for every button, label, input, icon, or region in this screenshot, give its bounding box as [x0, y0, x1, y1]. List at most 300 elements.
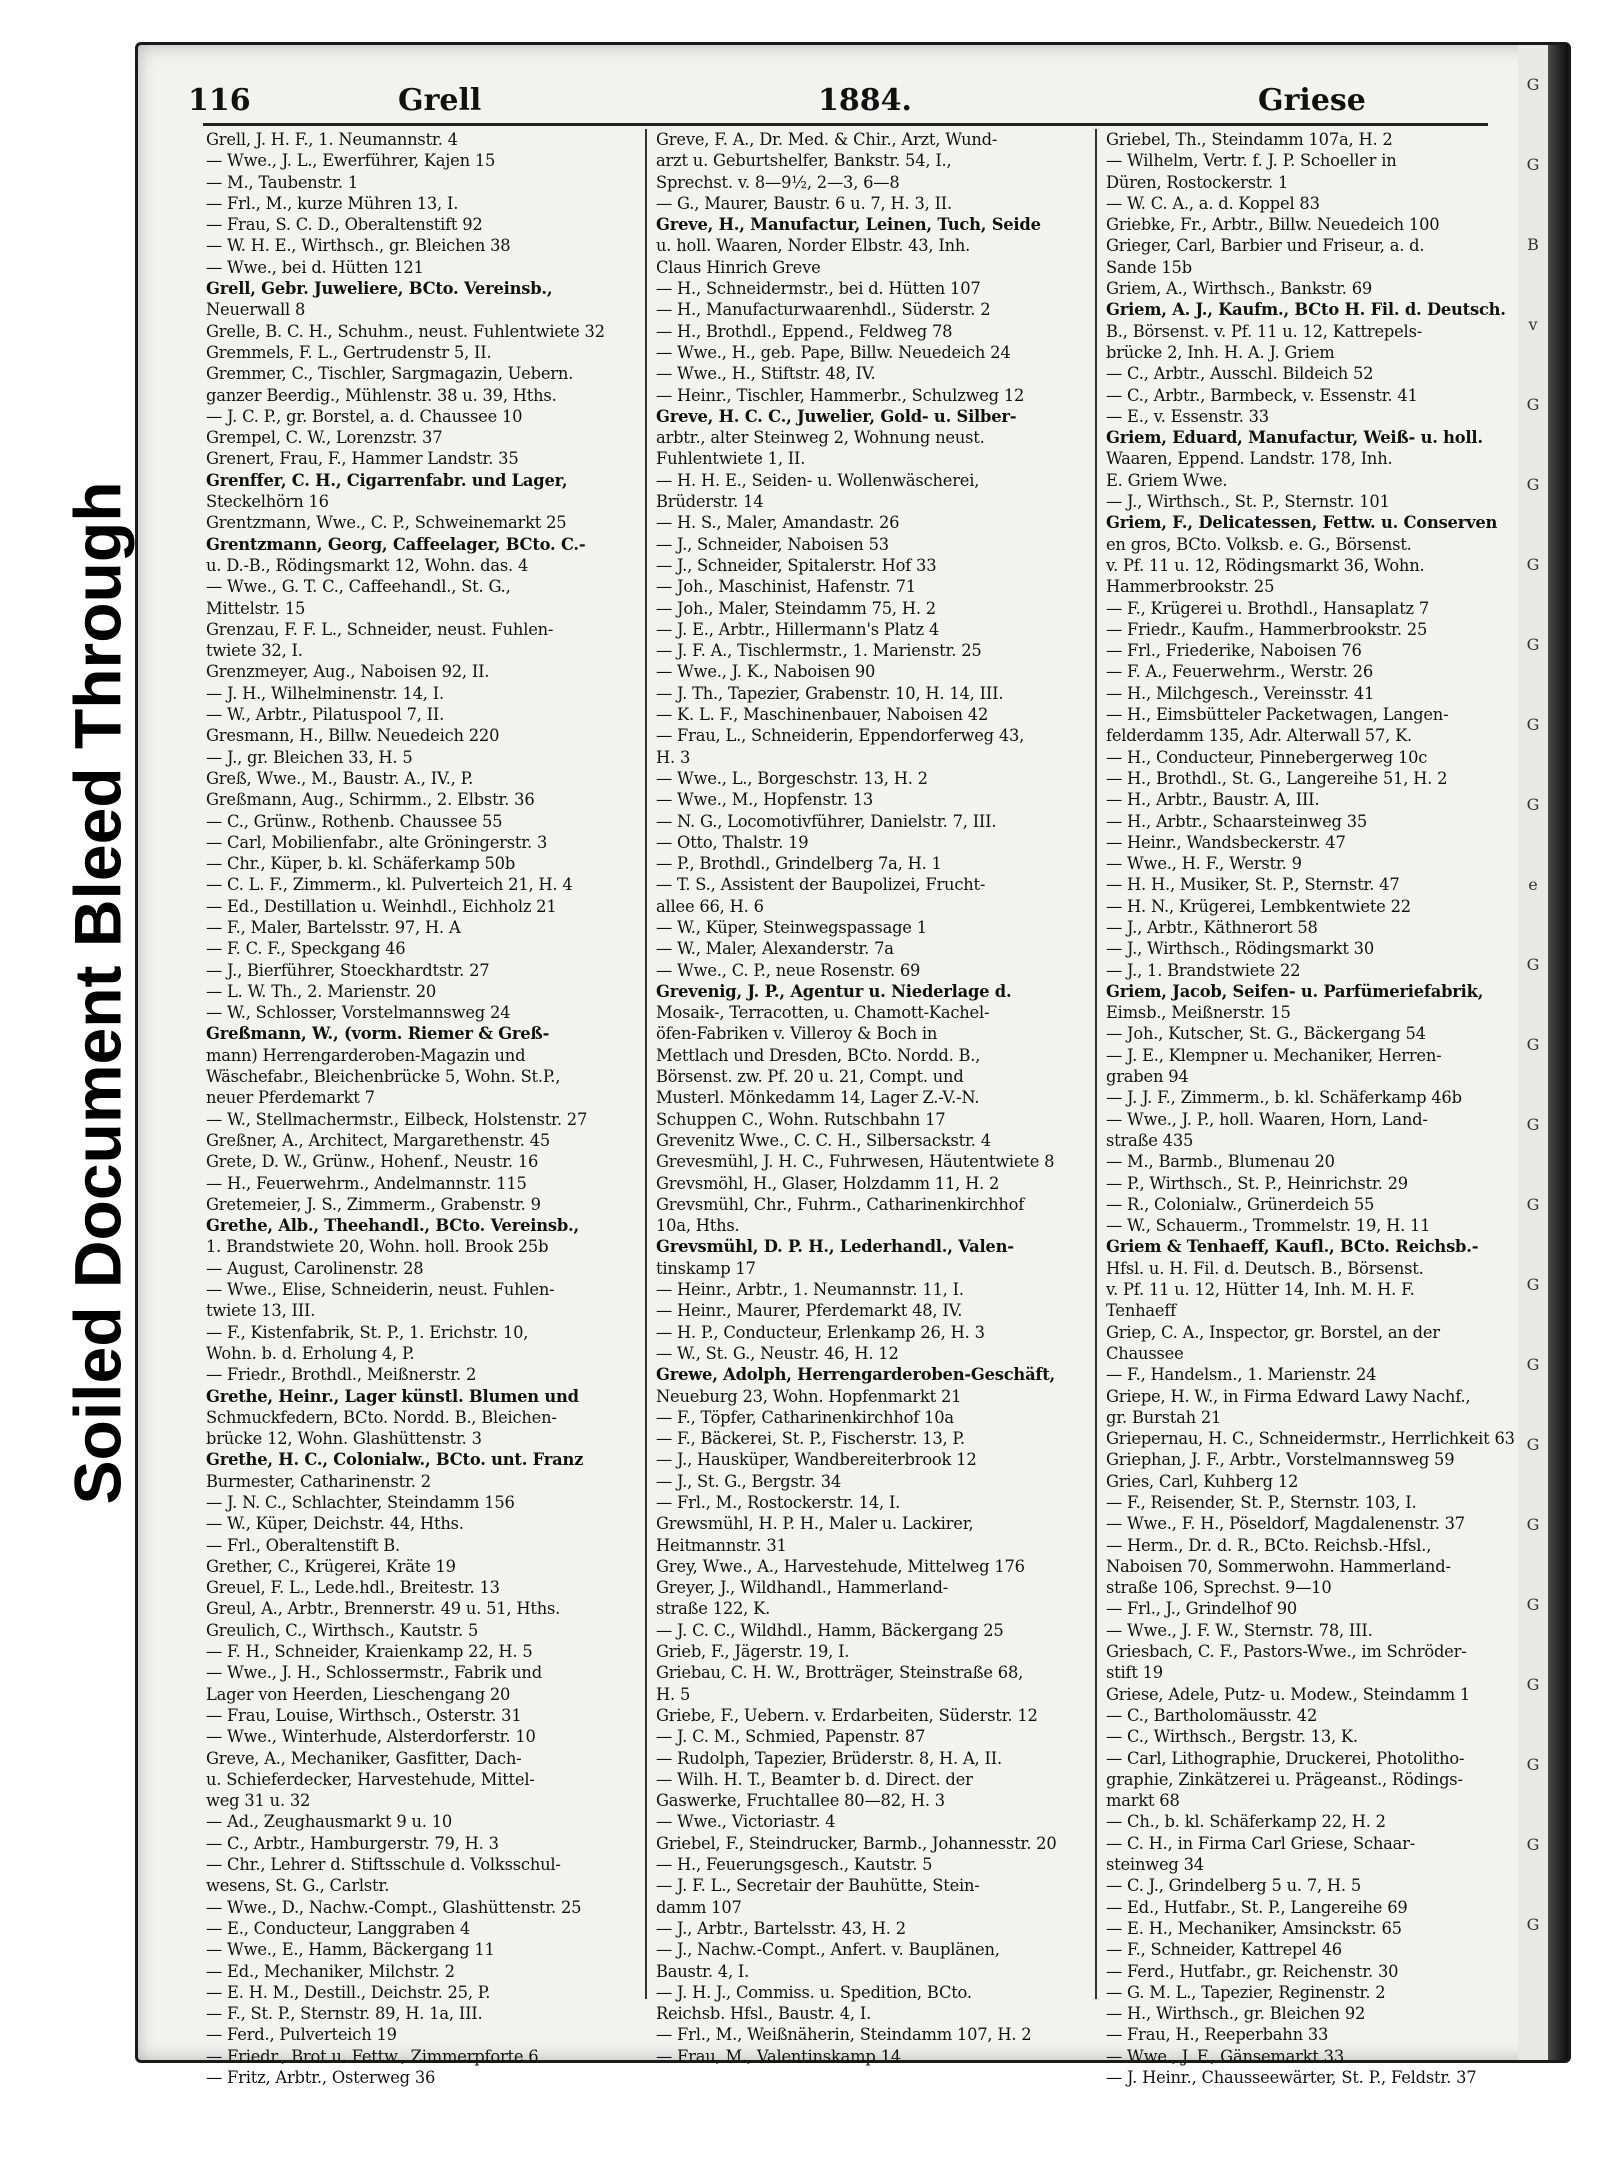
- directory-entry: Tenhaeff: [1106, 1301, 1176, 1321]
- directory-entry: — Wilh. H. T., Beamter b. d. Direct. der: [656, 1769, 973, 1789]
- directory-entry: — Wwe., C. P., neue Rosenstr. 69: [656, 960, 921, 980]
- directory-entry: Griebe, F., Uebern. v. Erdarbeiten, Süderstr. 12: [656, 1705, 1038, 1725]
- directory-entry: Greve, A., Mechaniker, Gasfitter, Dach-: [206, 1748, 522, 1768]
- directory-entry: v. Pf. 11 u. 12, Hütter 14, Inh. M. H. F.: [1106, 1280, 1415, 1300]
- directory-entry: Gremmels, F. L., Gertrudenstr 5, II.: [206, 342, 492, 362]
- directory-entry: Grewsmühl, H. P. H., Maler u. Lackirer,: [656, 1514, 974, 1534]
- directory-entry: Düren, Rostockerstr. 1: [1106, 172, 1289, 192]
- directory-entry: Griem, Jacob, Seifen- u. Parfümeriefabrik,: [1106, 981, 1484, 1001]
- directory-entry: graben 94: [1106, 1067, 1189, 1087]
- directory-entry: — W., Küper, Steinwegspassage 1: [656, 917, 927, 937]
- directory-entry: Hammerbrookstr. 25: [1106, 577, 1275, 597]
- directory-entry: — J. Heinr., Chausseewärter, St. P., Feldstr. 37: [1106, 2068, 1477, 2088]
- directory-entry: neuer Pferdemarkt 7: [206, 1088, 375, 1108]
- directory-entry: Griem, A., Wirthsch., Bankstr. 69: [1106, 279, 1373, 299]
- directory-entry: Greßner, A., Architect, Margarethenstr. 45: [206, 1130, 551, 1150]
- directory-entry: — H. H., Musiker, St. P., Sternstr. 47: [1106, 875, 1400, 895]
- page-header: [158, 83, 1508, 123]
- directory-entry: Grevenitz Wwe., C. C. H., Silbersackstr. 4: [656, 1130, 991, 1150]
- directory-entry: Mittelstr. 15: [206, 598, 306, 618]
- edge-letter: G: [1526, 1915, 1540, 1934]
- edge-letter: G: [1526, 1755, 1540, 1774]
- directory-entry: Grevsmühl, Chr., Fuhrm., Catharinenkirchhof: [656, 1194, 1025, 1214]
- directory-entry: Chaussee: [1106, 1343, 1184, 1363]
- directory-entry: Griephan, J. F., Arbtr., Vorstelmannsweg 59: [1106, 1450, 1455, 1470]
- directory-entry: — H., Schneidermstr., bei d. Hütten 107: [656, 279, 981, 299]
- directory-entry: — H., Wirthsch., gr. Bleichen 92: [1106, 2004, 1366, 2024]
- directory-entry: Grethe, Heinr., Lager künstl. Blumen und: [206, 1386, 579, 1406]
- directory-entry: — J., Schneider, Spitalerstr. Hof 33: [656, 555, 937, 575]
- directory-entry: Baustr. 4, I.: [656, 1961, 750, 1981]
- directory-entry: — Wwe., H. F., Werstr. 9: [1106, 854, 1302, 874]
- directory-entry: — Frl., Oberaltenstift B.: [206, 1535, 401, 1555]
- directory-entry: — Wwe., F. H., Pöseldorf, Magdalenenstr. 37: [1106, 1514, 1465, 1534]
- directory-entry: — Wwe., bei d. Hütten 121: [206, 257, 424, 277]
- directory-entry: — J. H., Wilhelminenstr. 14, I.: [206, 683, 444, 703]
- directory-entry: Fuhlentwiete 1, II.: [656, 449, 806, 469]
- directory-entry: — C. L. F., Zimmerm., kl. Pulverteich 21, H. 4: [206, 875, 573, 895]
- directory-entry: Gries, Carl, Kuhberg 12: [1106, 1471, 1299, 1491]
- directory-entry: Griesbach, C. F., Pastors-Wwe., im Schröder-: [1106, 1642, 1467, 1662]
- directory-entry: öfen-Fabriken v. Villeroy & Boch in: [656, 1024, 938, 1044]
- directory-entry: Grevsmühl, D. P. H., Lederhandl., Valen-: [656, 1237, 1014, 1257]
- directory-entry: — C. J., Grindelberg 5 u. 7, H. 5: [1106, 1876, 1362, 1896]
- directory-entry: H. 5: [656, 1684, 691, 1704]
- column-divider: [645, 129, 647, 1999]
- edge-letter: G: [1526, 1195, 1540, 1214]
- directory-entry: allee 66, H. 6: [656, 896, 764, 916]
- directory-entry: — W., Küper, Deichstr. 44, Hths.: [206, 1514, 464, 1534]
- directory-entry: — C., Grünw., Rothenb. Chaussee 55: [206, 811, 503, 831]
- directory-entry: — J. C. M., Schmied, Papenstr. 87: [656, 1727, 926, 1747]
- directory-entry: Grether, C., Krügerei, Kräte 19: [206, 1556, 456, 1576]
- directory-entry: — F., Bäckerei, St. P., Fischerstr. 13, P.: [656, 1429, 965, 1449]
- directory-entry: Greßmann, W., (vorm. Riemer & Greß-: [206, 1024, 550, 1044]
- directory-entry: — Heinr., Wandsbeckerstr. 47: [1106, 832, 1346, 852]
- directory-entry: — E., Conducteur, Langgraben 4: [206, 1918, 471, 1938]
- edge-letter: G: [1526, 955, 1540, 974]
- edge-letter: G: [1526, 1115, 1540, 1134]
- directory-entry: — C., Bartholomäusstr. 42: [1106, 1705, 1318, 1725]
- directory-entry: Gaswerke, Fruchtallee 80—82, H. 3: [656, 1791, 945, 1811]
- directory-entry: Griepe, H. W., in Firma Edward Lawy Nachf.,: [1106, 1386, 1471, 1406]
- directory-entry: Greuel, F. L., Lede.hdl., Breitestr. 13: [206, 1578, 500, 1598]
- directory-entry: — Carl, Mobilienfabr., alte Gröningerstr. 3: [206, 832, 548, 852]
- directory-entry: — J. F. L., Secretair der Bauhütte, Stein-: [656, 1876, 980, 1896]
- directory-entry: 1. Brandstwiete 20, Wohn. holl. Brook 25b: [206, 1237, 549, 1257]
- directory-entry: — August, Carolinenstr. 28: [206, 1258, 424, 1278]
- directory-entry: Griem & Tenhaeff, Kaufl., BCto. Reichsb.-: [1106, 1237, 1479, 1257]
- edge-letter: G: [1526, 1835, 1540, 1854]
- directory-entry: — C., Arbtr., Barmbeck, v. Essenstr. 41: [1106, 385, 1418, 405]
- directory-entry: — J. C. P., gr. Borstel, a. d. Chaussee 10: [206, 406, 523, 426]
- directory-entry: Grethe, Alb., Theehandl., BCto. Vereinsb.,: [206, 1216, 579, 1236]
- directory-entry: Grevsmöhl, H., Glaser, Holzdamm 11, H. 2: [656, 1173, 1000, 1193]
- directory-entry: E. Griem Wwe.: [1106, 470, 1228, 490]
- page-year: 1884.: [818, 83, 912, 118]
- directory-entry: Greulich, C., Wirthsch., Kautstr. 5: [206, 1620, 479, 1640]
- directory-entry: — J., St. G., Bergstr. 34: [656, 1471, 842, 1491]
- directory-entry: Grentzmann, Wwe., C. P., Schweinemarkt 25: [206, 513, 567, 533]
- directory-entry: — H., Brothdl., Eppend., Feldweg 78: [656, 321, 953, 341]
- directory-entry: — Chr., Lehrer d. Stiftsschule d. Volksschul-: [206, 1855, 561, 1875]
- directory-entry: Gretemeier, J. S., Zimmerm., Grabenstr. 9: [206, 1194, 541, 1214]
- directory-entry: Wohn. b. d. Erholung 4, P.: [206, 1343, 415, 1363]
- directory-entry: B., Börsenst. v. Pf. 11 u. 12, Kattrepels-: [1106, 321, 1423, 341]
- directory-entry: felderdamm 135, Adr. Alterwall 57, K.: [1106, 726, 1413, 746]
- directory-entry: Neueburg 23, Wohn. Hopfenmarkt 21: [656, 1386, 962, 1406]
- directory-entry: Sprechst. v. 8—9½, 2—3, 6—8: [656, 172, 900, 192]
- directory-entry: — C., Arbtr., Ausschl. Bildeich 52: [1106, 364, 1374, 384]
- directory-entry: Grieb, F., Jägerstr. 19, I.: [656, 1642, 850, 1662]
- directory-entry: Grete, D. W., Grünw., Hohenf., Neustr. 16: [206, 1152, 539, 1172]
- directory-entry: — H., Brothdl., St. G., Langereihe 51, H. 2: [1106, 768, 1448, 788]
- directory-entry: — J. H. J., Commiss. u. Spedition, BCto.: [656, 1982, 972, 2002]
- directory-entry: — J., Arbtr., Bartelsstr. 43, H. 2: [656, 1918, 906, 1938]
- edge-letter: G: [1526, 475, 1540, 494]
- directory-entry: — F., St. P., Sternstr. 89, H. 1a, III.: [206, 2004, 483, 2024]
- directory-entry: — F., Schneider, Kattrepel 46: [1106, 1940, 1342, 1960]
- directory-entry: — P., Brothdl., Grindelberg 7a, H. 1: [656, 854, 942, 874]
- directory-entry: Grenzau, F. F. L., Schneider, neust. Fuhlen-: [206, 619, 554, 639]
- directory-entry: — J., Bierführer, Stoeckhardtstr. 27: [206, 960, 490, 980]
- directory-entry: Grethe, H. C., Colonialw., BCto. unt. Franz: [206, 1450, 584, 1470]
- directory-entry: — E., v. Essenstr. 33: [1106, 406, 1269, 426]
- directory-entry: Griebke, Fr., Arbtr., Billw. Neuedeich 100: [1106, 215, 1440, 235]
- directory-entry: Greyer, J., Wildhandl., Hammerland-: [656, 1578, 949, 1598]
- directory-entry: — F. C. F., Speckgang 46: [206, 939, 406, 959]
- directory-entry: — W., Maler, Alexanderstr. 7a: [656, 939, 894, 959]
- directory-entry: Greßmann, Aug., Schirmm., 2. Elbstr. 36: [206, 790, 535, 810]
- directory-entry: Hfsl. u. H. Fil. d. Deutsch. B., Börsenst.: [1106, 1258, 1424, 1278]
- directory-entry: — C., Wirthsch., Bergstr. 13, K.: [1106, 1727, 1358, 1747]
- directory-entry: — R., Colonialw., Grünerdeich 55: [1106, 1194, 1375, 1214]
- directory-entry: gr. Burstah 21: [1106, 1407, 1222, 1427]
- directory-column-1: [206, 129, 638, 2088]
- directory-entry: — Wwe., J. F. W., Sternstr. 78, III.: [1106, 1620, 1373, 1640]
- edge-letter: G: [1526, 1515, 1540, 1534]
- directory-entry: — Joh., Kutscher, St. G., Bäckergang 54: [1106, 1024, 1426, 1044]
- directory-entry: Grentzmann, Georg, Caffeelager, BCto. C.-: [206, 534, 586, 554]
- directory-entry: — Wwe., M., Hopfenstr. 13: [656, 790, 874, 810]
- directory-entry: Griem, F., Delicatessen, Fettw. u. Conserven: [1106, 513, 1498, 533]
- directory-entry: u. Schieferdecker, Harvestehude, Mittel-: [206, 1769, 535, 1789]
- directory-entry: — Heinr., Maurer, Pferdemarkt 48, IV.: [656, 1301, 963, 1321]
- right-running-head: Griese: [1258, 83, 1366, 118]
- directory-entry: — H., Arbtr., Baustr. A, III.: [1106, 790, 1320, 810]
- directory-entry: — Frau, S. C. D., Oberaltenstift 92: [206, 215, 483, 235]
- directory-entry: — H., Eimsbütteler Packetwagen, Langen-: [1106, 705, 1449, 725]
- directory-entry: — Friedr., Kaufm., Hammerbrookstr. 25: [1106, 619, 1428, 639]
- directory-entry: — W., Schlosser, Vorstelmannsweg 24: [206, 1003, 511, 1023]
- directory-entry: — H., Arbtr., Schaarsteinweg 35: [1106, 811, 1368, 831]
- edge-letter: B: [1527, 235, 1539, 254]
- directory-entry: — Wilhelm, Vertr. f. J. P. Schoeller in: [1106, 151, 1397, 171]
- directory-entry: — Ed., Mechaniker, Milchstr. 2: [206, 1961, 455, 1981]
- directory-entry: — H., Feuerungsgesch., Kautstr. 5: [656, 1855, 933, 1875]
- edge-letter: G: [1526, 1355, 1540, 1374]
- directory-entry: — E. H., Mechaniker, Amsinckstr. 65: [1106, 1918, 1402, 1938]
- directory-entry: — J. N. C., Schlachter, Steindamm 156: [206, 1493, 515, 1512]
- directory-entry: straße 106, Sprechst. 9—10: [1106, 1578, 1332, 1598]
- directory-entry: — Joh., Maler, Steindamm 75, H. 2: [656, 598, 936, 618]
- edge-letter: G: [1526, 1435, 1540, 1454]
- edge-letter: G: [1526, 395, 1540, 414]
- directory-entry: Naboisen 70, Sommerwohn. Hammerland-: [1106, 1556, 1451, 1576]
- directory-entry: — Wwe., Elise, Schneiderin, neust. Fuhlen-: [206, 1280, 555, 1300]
- directory-entry: stift 19: [1106, 1663, 1163, 1683]
- directory-entry: — F., Handelsm., 1. Marienstr. 24: [1106, 1365, 1377, 1385]
- directory-entry: Greß, Wwe., M., Baustr. A., IV., P.: [206, 768, 474, 788]
- directory-entry: — H. H. E., Seiden- u. Wollenwäscherei,: [656, 470, 980, 490]
- header-rule: [203, 123, 1488, 126]
- directory-entry: — C. H., in Firma Carl Griese, Schaar-: [1106, 1833, 1416, 1853]
- directory-entry: — Wwe., Victoriastr. 4: [656, 1812, 836, 1832]
- directory-entry: — Frl., M., Weißnäherin, Steindamm 107, H. 2: [656, 2025, 1032, 2045]
- directory-entry: u. D.-B., Rödingsmarkt 12, Wohn. das. 4: [206, 555, 529, 575]
- edge-letter: G: [1526, 795, 1540, 814]
- directory-entry: — Frl., J., Grindelhof 90: [1106, 1599, 1298, 1619]
- directory-entry: — G., Maurer, Baustr. 6 u. 7, H. 3, II.: [656, 193, 953, 213]
- directory-entry: — Frau, Louise, Wirthsch., Osterstr. 31: [206, 1705, 522, 1725]
- directory-entry: — W., Arbtr., Pilatuspool 7, II.: [206, 705, 445, 725]
- edge-letter: G: [1526, 715, 1540, 734]
- directory-entry: Lager von Heerden, Lieschengang 20: [206, 1684, 511, 1704]
- directory-entry: — Frau, M., Valentinskamp 14: [656, 2046, 901, 2066]
- directory-entry: Greve, H., Manufactur, Leinen, Tuch, Seide: [656, 215, 1041, 235]
- directory-entry: — J. F. A., Tischlermstr., 1. Marienstr. 25: [656, 641, 982, 661]
- directory-entry: mann) Herrengarderoben-Magazin und: [206, 1045, 526, 1065]
- directory-entry: — Wwe., L., Borgeschstr. 13, H. 2: [656, 768, 928, 788]
- directory-entry: Griem, Eduard, Manufactur, Weiß- u. holl.: [1106, 428, 1483, 448]
- directory-entry: Grewe, Adolph, Herrengarderoben-Geschäft,: [656, 1365, 1056, 1385]
- directory-entry: brücke 2, Inh. H. A. J. Griem: [1106, 342, 1335, 362]
- directory-entry: — T. S., Assistent der Baupolizei, Frucht-: [656, 875, 986, 895]
- directory-entry: — H. N., Krügerei, Lembkentwiete 22: [1106, 896, 1411, 916]
- edge-letter: G: [1526, 75, 1540, 94]
- directory-entry: — P., Wirthsch., St. P., Heinrichstr. 29: [1106, 1173, 1408, 1193]
- directory-entry: markt 68: [1106, 1791, 1180, 1811]
- directory-entry: — W. H. E., Wirthsch., gr. Bleichen 38: [206, 236, 511, 256]
- directory-entry: Griepernau, H. C., Schneidermstr., Herrlichkeit 63: [1106, 1429, 1515, 1449]
- directory-entry: — Friedr., Brot u. Fettw., Zimmerpforte 6: [206, 2046, 539, 2066]
- directory-entry: — Frau, L., Schneiderin, Eppendorferweg 43,: [656, 726, 1025, 746]
- directory-entry: — F., Töpfer, Catharinenkirchhof 10a: [656, 1407, 954, 1427]
- directory-entry: — J., Wirthsch., St. P., Sternstr. 101: [1106, 492, 1390, 512]
- directory-entry: Griem, A. J., Kaufm., BCto H. Fil. d. Deutsch.: [1106, 300, 1506, 320]
- directory-entry: — L. W. Th., 2. Marienstr. 20: [206, 981, 437, 1001]
- directory-entry: — J. C. C., Wildhdl., Hamm, Bäckergang 25: [656, 1620, 1004, 1640]
- directory-entry: Grenffer, C. H., Cigarrenfabr. und Lager,: [206, 470, 568, 490]
- edge-letter: G: [1526, 1675, 1540, 1694]
- directory-entry: — G. M. L., Tapezier, Reginenstr. 2: [1106, 1982, 1386, 2002]
- directory-entry: — F., Maler, Bartelsstr. 97, H. A: [206, 917, 461, 937]
- directory-entry: Greve, H. C. C., Juwelier, Gold- u. Silber-: [656, 406, 1017, 426]
- condition-stamp-text: Soiled Document Bleed Through: [60, 480, 135, 1505]
- directory-entry: — J. Th., Tapezier, Grabenstr. 10, H. 14, III.: [656, 683, 1004, 703]
- directory-entry: — J. J. F., Zimmerm., b. kl. Schäferkamp 46b: [1106, 1088, 1462, 1108]
- edge-letter: v: [1528, 315, 1538, 334]
- directory-entry: — Ferd., Hutfabr., gr. Reichenstr. 30: [1106, 1961, 1399, 1981]
- directory-entry: H. 3: [656, 747, 691, 767]
- directory-entry: Griep, C. A., Inspector, gr. Borstel, an der: [1106, 1322, 1440, 1342]
- directory-entry: Gresmann, H., Billw. Neuedeich 220: [206, 726, 500, 746]
- directory-entry: u. holl. Waaren, Norder Elbstr. 43, Inh.: [656, 236, 971, 256]
- directory-entry: — Frl., M., Rostockerstr. 14, I.: [656, 1493, 901, 1512]
- directory-entry: Grevesmühl, J. H. C., Fuhrwesen, Häutentwiete 8: [656, 1152, 1055, 1172]
- directory-entry: — Ed., Destillation u. Weinhdl., Eichholz 21: [206, 896, 557, 916]
- directory-entry: Grey, Wwe., A., Harvestehude, Mittelweg 176: [656, 1556, 1025, 1576]
- directory-entry: — M., Taubenstr. 1: [206, 172, 358, 192]
- edge-letter: G: [1526, 1595, 1540, 1614]
- directory-entry: 10a, Hths.: [656, 1216, 740, 1236]
- directory-entry: — Frl., M., kurze Mühren 13, I.: [206, 193, 459, 213]
- directory-entry: — J. E., Arbtr., Hillermann's Platz 4: [656, 619, 939, 639]
- directory-entry: Griebau, C. H. W., Brotträger, Steinstraße 68,: [656, 1663, 1024, 1683]
- directory-entry: Greul, A., Arbtr., Brennerstr. 49 u. 51, Hths.: [206, 1599, 561, 1619]
- directory-entry: arzt u. Geburtshelfer, Bankstr. 54, I.,: [656, 151, 952, 171]
- directory-entry: Brüderstr. 14: [656, 492, 764, 512]
- directory-entry: — Wwe., J. P., holl. Waaren, Horn, Land-: [1106, 1109, 1428, 1129]
- directory-entry: — K. L. F., Maschinenbauer, Naboisen 42: [656, 705, 989, 725]
- directory-entry: — Ed., Hutfabr., St. P., Langereihe 69: [1106, 1897, 1408, 1917]
- directory-entry: Grelle, B. C. H., Schuhm., neust. Fuhlentwiete 32: [206, 321, 605, 341]
- directory-entry: — Ferd., Pulverteich 19: [206, 2025, 397, 2045]
- directory-entry: Grell, J. H. F., 1. Neumannstr. 4: [206, 130, 458, 149]
- directory-entry: wesens, St. G., Carlstr.: [206, 1876, 390, 1896]
- directory-entry: — H., Conducteur, Pinnebergerweg 10c: [1106, 747, 1428, 767]
- directory-entry: graphie, Zinkätzerei u. Prägeanst., Rödings-: [1106, 1769, 1463, 1789]
- directory-entry: — Wwe., H., Stiftstr. 48, IV.: [656, 364, 876, 384]
- directory-page: [135, 42, 1571, 2088]
- directory-entry: — M., Barmb., Blumenau 20: [1106, 1152, 1335, 1172]
- directory-entry: — Ad., Zeughausmarkt 9 u. 10: [206, 1812, 453, 1832]
- directory-entry: brücke 12, Wohn. Glashüttenstr. 3: [206, 1429, 482, 1449]
- directory-entry: — Carl, Lithographie, Druckerei, Photolitho-: [1106, 1748, 1465, 1768]
- directory-entry: — Heinr., Arbtr., 1. Neumannstr. 11, I.: [656, 1280, 964, 1300]
- directory-entry: — W., Schauerm., Trommelstr. 19, H. 11: [1106, 1216, 1431, 1236]
- directory-entry: Grenert, Frau, F., Hammer Landstr. 35: [206, 449, 519, 469]
- directory-entry: Steckelhörn 16: [206, 492, 329, 512]
- directory-entry: Grempel, C. W., Lorenzstr. 37: [206, 428, 443, 448]
- directory-entry: straße 122, K.: [656, 1599, 771, 1619]
- directory-entry: Börsenst. zw. Pf. 20 u. 21, Compt. und: [656, 1067, 964, 1087]
- directory-entry: Claus Hinrich Greve: [656, 257, 821, 277]
- directory-entry: Schmuckfedern, BCto. Nordd. B., Bleichen-: [206, 1407, 557, 1427]
- directory-entry: Grieger, Carl, Barbier und Friseur, a. d.: [1106, 236, 1425, 256]
- directory-entry: Grell, Gebr. Juweliere, BCto. Vereinsb.,: [206, 279, 553, 299]
- directory-entry: weg 31 u. 32: [206, 1791, 311, 1811]
- directory-entry: Mosaik-, Terracotten, u. Chamott-Kachel-: [656, 1003, 990, 1023]
- directory-entry: — F., Kistenfabrik, St. P., 1. Erichstr. 10,: [206, 1322, 529, 1342]
- directory-entry: Waaren, Eppend. Landstr. 178, Inh.: [1106, 449, 1393, 469]
- directory-entry: Griebel, Th., Steindamm 107a, H. 2: [1106, 130, 1393, 149]
- directory-entry: — F., Reisender, St. P., Sternstr. 103, I.: [1106, 1493, 1417, 1512]
- directory-entry: — J., Arbtr., Käthnerort 58: [1106, 917, 1318, 937]
- directory-entry: Schuppen C., Wohn. Rutschbahn 17: [656, 1109, 946, 1129]
- directory-entry: Heitmannstr. 31: [656, 1535, 787, 1555]
- directory-entry: Eimsb., Meißnerstr. 15: [1106, 1003, 1291, 1023]
- edge-letter: e: [1528, 875, 1538, 894]
- directory-entry: straße 435: [1106, 1130, 1194, 1150]
- directory-entry: — Rudolph, Tapezier, Brüderstr. 8, H. A, II.: [656, 1748, 1002, 1768]
- directory-entry: Burmester, Catharinenstr. 2: [206, 1471, 431, 1491]
- directory-entry: — Wwe., G. T. C., Caffeehandl., St. G.,: [206, 577, 511, 597]
- directory-entry: — J., gr. Bleichen 33, H. 5: [206, 747, 413, 767]
- edge-letter: G: [1526, 155, 1540, 174]
- directory-entry: — H., Milchgesch., Vereinsstr. 41: [1106, 683, 1375, 703]
- directory-entry: Griebel, F., Steindrucker, Barmb., Johannesstr. 20: [656, 1833, 1057, 1853]
- directory-entry: — Wwe., Winterhude, Alsterdorferstr. 10: [206, 1727, 536, 1747]
- edge-letter: G: [1526, 1275, 1540, 1294]
- directory-entry: — H., Feuerwehrm., Andelmannstr. 115: [206, 1173, 527, 1193]
- directory-entry: — N. G., Locomotivführer, Danielstr. 7, III.: [656, 811, 997, 831]
- directory-entry: — F., Krügerei u. Brothdl., Hansaplatz 7: [1106, 598, 1430, 618]
- directory-entry: — Ch., b. kl. Schäferkamp 22, H. 2: [1106, 1812, 1386, 1832]
- directory-entry: arbtr., alter Steinweg 2, Wohnung neust.: [656, 428, 985, 448]
- directory-entry: — Wwe., J. K., Naboisen 90: [656, 662, 876, 682]
- directory-entry: — H. P., Conducteur, Erlenkamp 26, H. 3: [656, 1322, 985, 1342]
- directory-entry: — W. C. A., a. d. Koppel 83: [1106, 193, 1320, 213]
- directory-column-3: [1106, 129, 1538, 2088]
- page-number: 116: [188, 83, 251, 118]
- directory-entry: — J. E., Klempner u. Mechaniker, Herren-: [1106, 1045, 1442, 1065]
- directory-entry: twiete 32, I.: [206, 641, 303, 661]
- directory-entry: — Wwe., E., Hamm, Bäckergang 11: [206, 1940, 495, 1960]
- directory-entry: — Heinr., Tischler, Hammerbr., Schulzweg 12: [656, 385, 1025, 405]
- directory-entry: — C., Arbtr., Hamburgerstr. 79, H. 3: [206, 1833, 499, 1853]
- directory-entry: — Friedr., Brothdl., Meißnerstr. 2: [206, 1365, 477, 1385]
- directory-entry: Griese, Adele, Putz- u. Modew., Steindamm 1: [1106, 1684, 1471, 1704]
- directory-entry: Gremmer, C., Tischler, Sargmagazin, Uebern.: [206, 364, 574, 384]
- directory-entry: — W., Stellmachermstr., Eilbeck, Holstenstr. 27: [206, 1109, 588, 1129]
- directory-entry: — J., Schneider, Naboisen 53: [656, 534, 889, 554]
- edge-letter: G: [1526, 555, 1540, 574]
- directory-entry: Mettlach und Dresden, BCto. Nordd. B.,: [656, 1045, 981, 1065]
- directory-entry: tinskamp 17: [656, 1258, 756, 1278]
- directory-entry: — F. H., Schneider, Kraienkamp 22, H. 5: [206, 1642, 533, 1662]
- directory-entry: — W., St. G., Neustr. 46, H. 12: [656, 1343, 899, 1363]
- edge-letter: G: [1526, 635, 1540, 654]
- directory-entry: — Frau, H., Reeperbahn 33: [1106, 2025, 1329, 2045]
- edge-letter: G: [1526, 1035, 1540, 1054]
- directory-entry: — Wwe., D., Nachw.-Compt., Glashüttenstr. 25: [206, 1897, 582, 1917]
- directory-entry: Grenzmeyer, Aug., Naboisen 92, II.: [206, 662, 490, 682]
- directory-column-2: [656, 129, 1088, 2066]
- directory-entry: v. Pf. 11 u. 12, Rödingsmarkt 36, Wohn.: [1106, 555, 1425, 575]
- directory-entry: Reichsb. Hfsl., Baustr. 4, I.: [656, 2004, 872, 2024]
- directory-entry: — Herm., Dr. d. R., BCto. Reichsb.-Hfsl.,: [1106, 1535, 1432, 1555]
- directory-entry: twiete 13, III.: [206, 1301, 316, 1321]
- column-divider: [1095, 129, 1097, 1999]
- directory-entry: — Wwe., J. F., Gänsemarkt 33: [1106, 2046, 1345, 2066]
- directory-entry: ganzer Beerdig., Mühlenstr. 38 u. 39, Hths.: [206, 385, 557, 405]
- directory-entry: — F. A., Feuerwehrm., Werstr. 26: [1106, 662, 1373, 682]
- directory-entry: — H. S., Maler, Amandastr. 26: [656, 513, 900, 533]
- directory-entry: — Wwe., H., geb. Pape, Billw. Neuedeich 24: [656, 342, 1011, 362]
- directory-entry: — H., Manufacturwaarenhdl., Süderstr. 2: [656, 300, 991, 320]
- directory-entry: — Chr., Küper, b. kl. Schäferkamp 50b: [206, 854, 516, 874]
- directory-entry: — Joh., Maschinist, Hafenstr. 71: [656, 577, 916, 597]
- directory-entry: — Wwe., J. H., Schlossermstr., Fabrik und: [206, 1663, 542, 1683]
- directory-entry: — E. H. M., Destill., Deichstr. 25, P.: [206, 1982, 491, 2002]
- directory-entry: damm 107: [656, 1897, 742, 1917]
- directory-entry: Greve, F. A., Dr. Med. & Chir., Arzt, Wund-: [656, 130, 998, 149]
- directory-entry: — J., 1. Brandstwiete 22: [1106, 960, 1301, 980]
- directory-entry: Sande 15b: [1106, 257, 1192, 277]
- directory-entry: — J., Nachw.-Compt., Anfert. v. Bauplänen,: [656, 1940, 1000, 1960]
- directory-entry: Neuerwall 8: [206, 300, 306, 320]
